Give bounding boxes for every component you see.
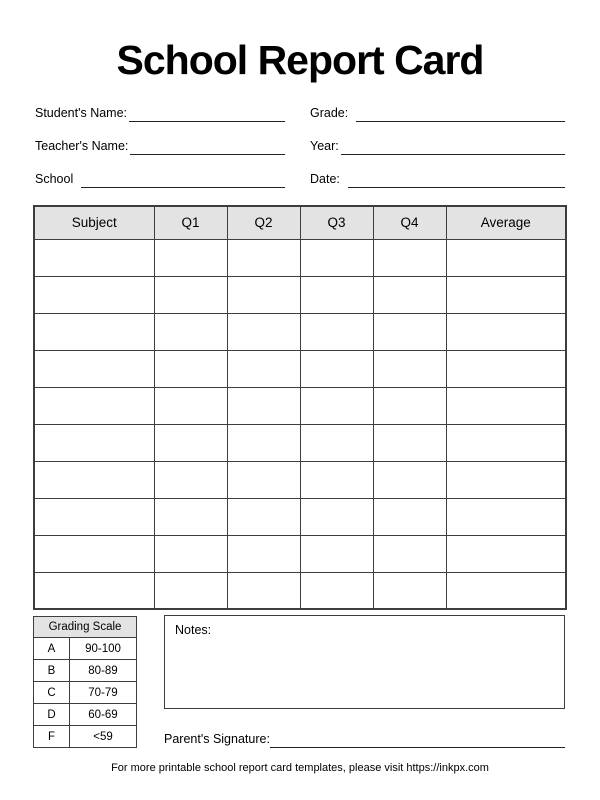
grades-table-row: [34, 239, 566, 276]
student-name-line: [129, 105, 285, 122]
date-field: [310, 168, 565, 188]
grades-empty-cell: [227, 572, 300, 609]
grades-table-row: [34, 535, 566, 572]
student-name-field: [35, 102, 285, 122]
form-right-column: [310, 102, 565, 201]
grades-empty-cell: [34, 424, 154, 461]
grades-empty-cell: [446, 535, 566, 572]
grades-empty-cell: [300, 276, 373, 313]
grades-table-body: [34, 239, 566, 609]
grading-scale-row: [34, 704, 137, 726]
grades-empty-cell: [34, 387, 154, 424]
grades-empty-cell: [300, 350, 373, 387]
grades-table-row: [34, 424, 566, 461]
grades-table: [33, 205, 567, 610]
grading-scale-header-row: [34, 617, 137, 638]
grades-table-row: [34, 498, 566, 535]
grades-empty-cell: [300, 313, 373, 350]
grades-header-cell: Q1: [154, 206, 227, 239]
grades-table-row: [34, 350, 566, 387]
teacher-name-label: Teacher's Name:: [35, 139, 129, 153]
grades-empty-cell: [154, 572, 227, 609]
grades-table-row: [34, 276, 566, 313]
grades-empty-cell: [373, 572, 446, 609]
grades-empty-cell: [227, 313, 300, 350]
grades-empty-cell: [34, 498, 154, 535]
grades-empty-cell: [154, 350, 227, 387]
grades-table-row: [34, 572, 566, 609]
grades-empty-cell: [154, 276, 227, 313]
grades-header-cell: Q2: [227, 206, 300, 239]
grading-scale-table: [33, 616, 137, 748]
notes-box: [164, 615, 565, 709]
teacher-name-field: [35, 135, 285, 155]
footer-text: For more printable school report card templates, please visit https://inkpx.com: [111, 762, 489, 774]
grades-empty-cell: [34, 461, 154, 498]
student-name-label: Student's Name:: [35, 106, 128, 120]
grades-empty-cell: [300, 572, 373, 609]
grades-empty-cell: [300, 239, 373, 276]
school-line: [81, 171, 285, 188]
grades-empty-cell: [373, 424, 446, 461]
grades-empty-cell: [373, 276, 446, 313]
grading-scale-row: [34, 638, 137, 660]
grades-empty-cell: [300, 498, 373, 535]
school-field: [35, 168, 285, 188]
parent-signature-label: Parent's Signature:: [164, 732, 270, 746]
parent-signature-line: [270, 731, 565, 748]
grades-table-row: [34, 387, 566, 424]
grades-empty-cell: [227, 461, 300, 498]
grades-empty-cell: [227, 350, 300, 387]
grades-empty-cell: [34, 572, 154, 609]
grades-empty-cell: [446, 424, 566, 461]
grades-empty-cell: [446, 387, 566, 424]
notes-label: Notes:: [175, 623, 212, 637]
grades-empty-cell: [34, 313, 154, 350]
grades-header-cell: Subject: [34, 206, 154, 239]
grades-empty-cell: [227, 535, 300, 572]
grades-empty-cell: [446, 276, 566, 313]
grades-empty-cell: [373, 535, 446, 572]
grades-empty-cell: [373, 239, 446, 276]
year-label: Year:: [310, 139, 339, 153]
grades-empty-cell: [227, 498, 300, 535]
grades-empty-cell: [154, 239, 227, 276]
year-field: [310, 135, 565, 155]
grading-scale-body: [34, 638, 137, 748]
grades-empty-cell: [373, 350, 446, 387]
grade-line: [356, 105, 565, 122]
date-label: Date:: [310, 172, 340, 186]
grades-empty-cell: [154, 461, 227, 498]
grades-empty-cell: [227, 239, 300, 276]
grades-empty-cell: [154, 387, 227, 424]
grades-table-row: [34, 313, 566, 350]
grading-scale-row: [34, 660, 137, 682]
grades-empty-cell: [34, 276, 154, 313]
grading-scale-range: 80-89: [70, 660, 137, 682]
grades-table-row: [34, 461, 566, 498]
grades-header-cell: Q4: [373, 206, 446, 239]
grades-empty-cell: [34, 535, 154, 572]
grading-scale-letter: A: [34, 638, 70, 660]
grade-field: [310, 102, 565, 122]
grading-scale-row: [34, 726, 137, 748]
grades-empty-cell: [34, 350, 154, 387]
grades-empty-cell: [446, 313, 566, 350]
grades-empty-cell: [446, 461, 566, 498]
grading-scale-row: [34, 682, 137, 704]
year-line: [341, 138, 565, 155]
page-title: School Report Card: [116, 37, 484, 83]
grades-empty-cell: [154, 498, 227, 535]
grading-scale-letter: D: [34, 704, 70, 726]
grades-empty-cell: [373, 387, 446, 424]
grades-empty-cell: [300, 461, 373, 498]
form-left-column: [35, 102, 285, 201]
grading-scale-range: 70-79: [70, 682, 137, 704]
grading-scale-letter: C: [34, 682, 70, 704]
parent-signature-field: [164, 728, 565, 748]
grades-header-cell: Q3: [300, 206, 373, 239]
date-line: [348, 171, 565, 188]
grades-empty-cell: [154, 424, 227, 461]
grade-label: Grade:: [310, 106, 349, 120]
grades-empty-cell: [227, 424, 300, 461]
grading-scale-range: 90-100: [70, 638, 137, 660]
grades-empty-cell: [373, 498, 446, 535]
grades-empty-cell: [373, 313, 446, 350]
grades-empty-cell: [446, 572, 566, 609]
school-label: School: [35, 172, 74, 186]
grading-scale-title: Grading Scale: [34, 617, 137, 638]
grades-header-row: [34, 206, 566, 239]
grades-empty-cell: [446, 498, 566, 535]
grading-scale-range: <59: [70, 726, 137, 748]
grades-empty-cell: [300, 424, 373, 461]
grades-empty-cell: [154, 313, 227, 350]
teacher-name-line: [130, 138, 285, 155]
grading-scale-letter: B: [34, 660, 70, 682]
grades-empty-cell: [446, 239, 566, 276]
grading-scale-range: 60-69: [70, 704, 137, 726]
grades-empty-cell: [300, 387, 373, 424]
grades-empty-cell: [446, 350, 566, 387]
grades-empty-cell: [373, 461, 446, 498]
grades-empty-cell: [227, 276, 300, 313]
grades-empty-cell: [34, 239, 154, 276]
grades-empty-cell: [300, 535, 373, 572]
grades-empty-cell: [227, 387, 300, 424]
grades-empty-cell: [154, 535, 227, 572]
grading-scale-letter: F: [34, 726, 70, 748]
grades-header-cell: Average: [446, 206, 566, 239]
